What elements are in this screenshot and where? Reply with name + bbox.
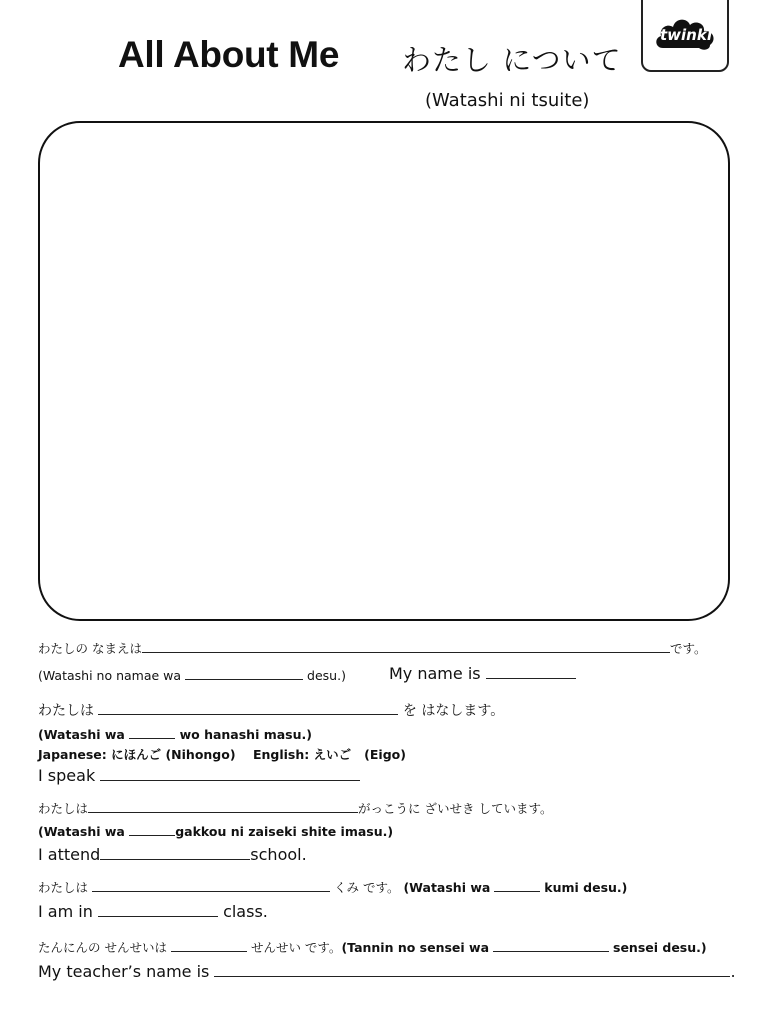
language-jp-suffix: を はなします。 [402,703,505,719]
school-line-japanese [38,798,552,817]
language-jp-blank[interactable] [98,700,398,715]
school-english-blank[interactable] [100,843,250,860]
name-jp-prefix: わたしの なまえは [38,641,142,656]
class-jp-blank[interactable] [92,877,330,892]
school-line-romaji [38,821,393,839]
language-hint: Japanese: にほんご (Nihongo) English: えいご (Eigo) [38,747,406,762]
page-subtitle-romaji: (Watashi ni tsuite) [425,90,590,111]
school-romaji-suffix: gakkou ni zaiseki shite imasu.) [175,824,394,839]
class-line [38,877,627,896]
school-english-suffix: school. [250,845,307,864]
class-line-english [38,900,268,921]
name-english-blank[interactable] [486,662,576,679]
photo-drawing-box[interactable] [38,121,730,621]
school-romaji-blank[interactable] [129,821,175,836]
class-english-blank[interactable] [98,900,218,917]
name-english-prefix: My name is [389,664,481,683]
school-jp-suffix: がっこうに ざいせき しています。 [358,801,553,816]
language-english-blank[interactable] [100,764,360,781]
language-line-english [38,764,360,785]
class-romaji-blank[interactable] [494,877,540,892]
name-romaji-blank[interactable] [185,665,303,680]
class-jp-suffix: くみ です。 [333,880,400,895]
class-romaji-suffix: kumi desu.) [544,880,628,895]
teacher-english-suffix: . [730,962,736,981]
school-romaji-prefix: (Watashi wa [38,824,125,839]
name-line-romaji [38,665,346,683]
name-jp-suffix: です。 [669,641,707,656]
language-line-japanese [38,700,504,720]
school-line-english [38,843,307,864]
teacher-line [38,937,707,956]
teacher-romaji-prefix: (Tannin no sensei wa [341,940,490,955]
language-romaji-suffix: wo hanashi masu.) [179,727,312,742]
class-romaji-prefix: (Watashi wa [403,880,491,895]
school-english-prefix: I attend [38,845,101,864]
language-romaji-prefix: (Watashi wa [38,727,125,742]
teacher-romaji-suffix: sensei desu.) [613,940,707,955]
teacher-jp-blank[interactable] [171,937,247,952]
class-english-prefix: I am in [38,902,93,921]
logo-wordmark: twinkl [660,26,712,44]
twinkl-logo [641,0,729,72]
teacher-english-prefix: My teacher’s name is [38,962,210,981]
language-line-romaji [38,724,312,742]
school-jp-prefix: わたしは [38,801,89,816]
name-jp-blank[interactable] [142,638,670,653]
name-line-japanese [38,638,707,657]
name-romaji-suffix: desu.) [307,668,346,683]
teacher-jp-middle: せんせい です。 [250,940,342,955]
language-jp-prefix: わたしは [38,703,94,719]
page-title: All About Me [118,34,340,75]
teacher-romaji-blank[interactable] [493,937,609,952]
teacher-jp-prefix: たんにんの せんせいは [38,940,167,955]
language-english-prefix: I speak [38,766,96,785]
school-jp-blank[interactable] [88,798,358,813]
page-title-japanese: わたし について [402,43,622,77]
teacher-line-english [38,960,736,981]
teacher-english-blank[interactable] [214,960,730,977]
class-jp-prefix: わたしは [38,880,89,895]
name-line-english [389,662,576,683]
language-romaji-blank[interactable] [129,724,175,739]
class-english-suffix: class. [223,902,268,921]
name-romaji-prefix: (Watashi no namae wa [38,668,182,683]
